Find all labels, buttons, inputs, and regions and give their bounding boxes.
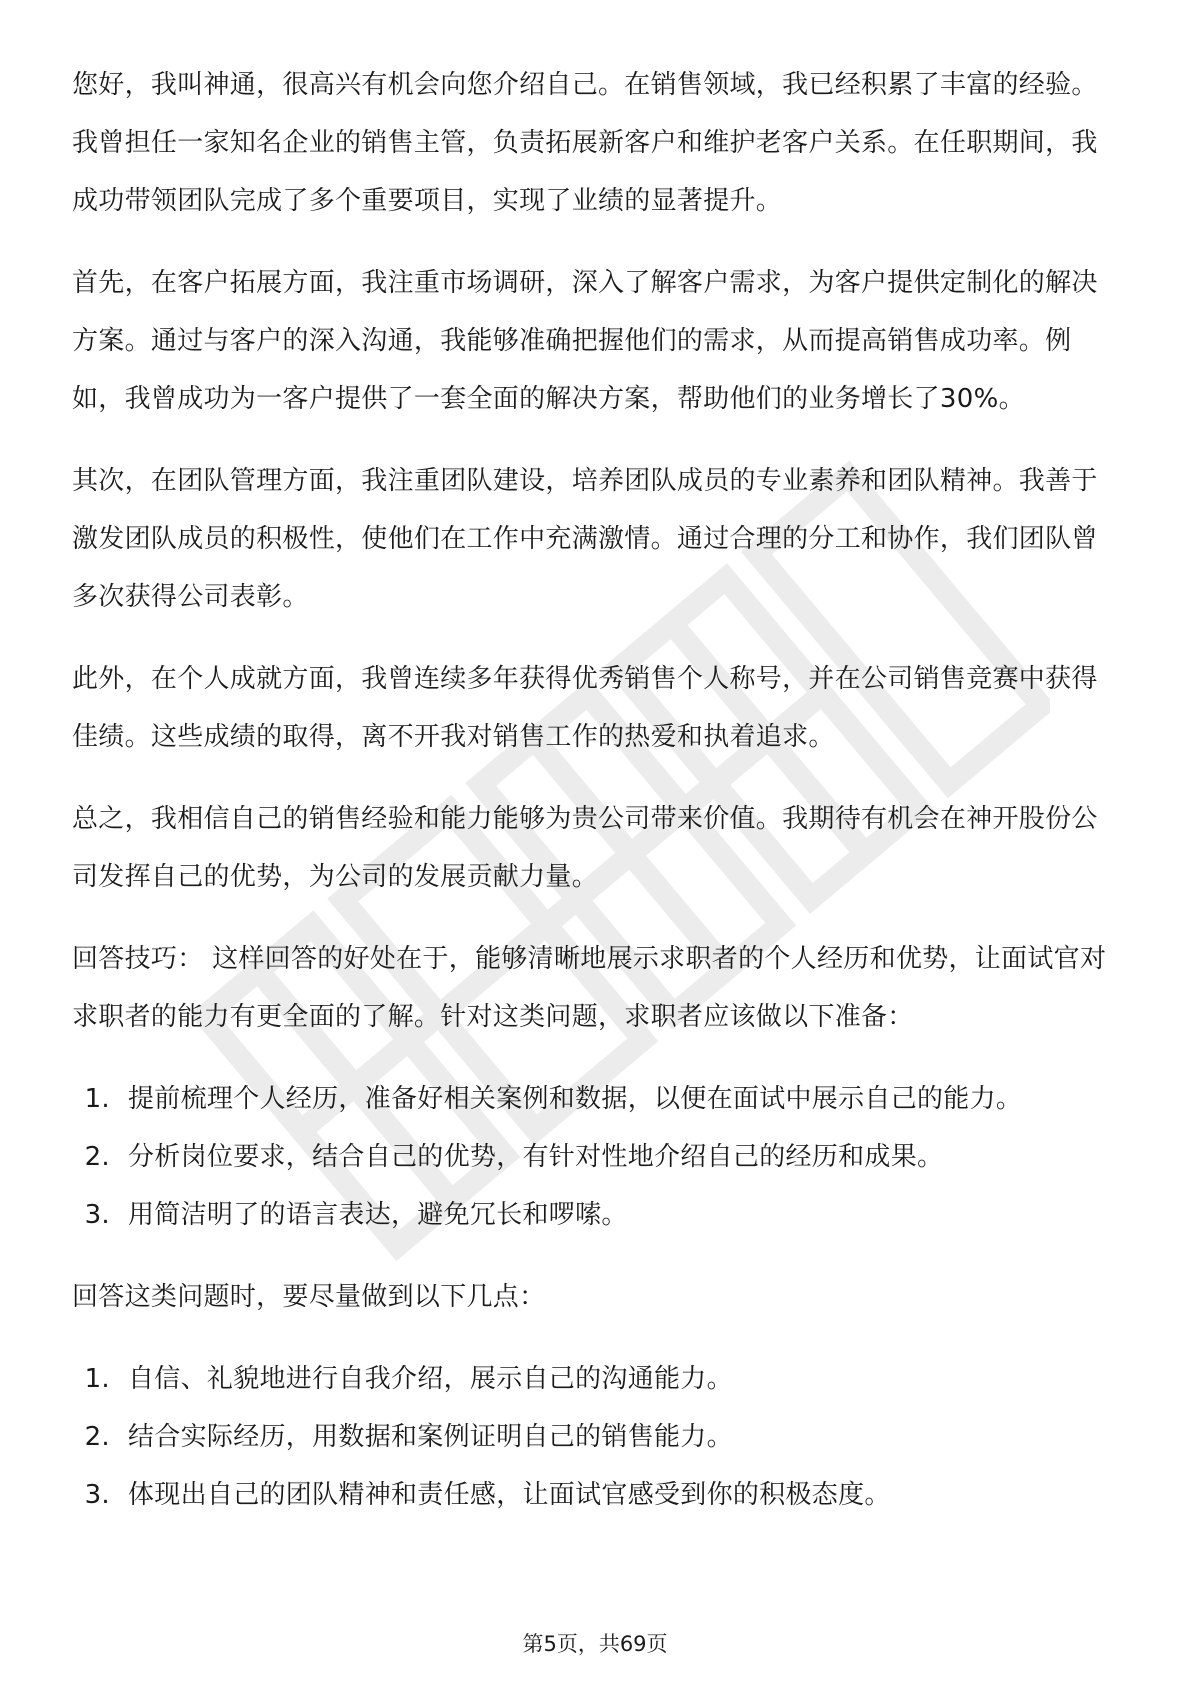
tips-intro: 回答技巧： 这样回答的好处在于，能够清晰地展示求职者的个人经历和优势，让面试官对求职者的能力有更全面的了解。针对这类问题，求职者应该做以下准备：: [72, 944, 1107, 1032]
paragraph-team-management: 其次，在团队管理方面，我注重团队建设，培养团队成员的专业素养和团队精神。我善于激发团队成员的积极性，使他们在工作中充满激情。通过合理的分工和协作，我们团队曾多次获得公司表彰。: [72, 466, 1098, 612]
points-intro: 回答这类问题时，要尽量做到以下几点：: [72, 1282, 546, 1312]
list-item-text: 用简洁明了的语言表达，避免冗长和啰嗦。: [128, 1200, 628, 1230]
list-item-text: 提前梳理个人经历，准备好相关案例和数据，以便在面试中展示自己的能力。: [128, 1084, 1023, 1114]
list-item-number: 3.: [84, 1480, 110, 1510]
paragraph-conclusion: 总之，我相信自己的销售经验和能力能够为贵公司带来价值。我期待有机会在神开股份公司发挥自己的优势，为公司的发展贡献力量。: [72, 804, 1098, 892]
paragraph-intro: 您好，我叫神通，很高兴有机会向您介绍自己。在销售领域，我已经积累了丰富的经验。我曾担任一家知名企业的销售主管，负责拓展新客户和维护老客户关系。在任职期间，我成功带领团队完成了多个重要项目，实现了业绩的显著提升。: [72, 70, 1098, 216]
points-list: [72, 1350, 1117, 1524]
paragraph-achievements: 此外，在个人成就方面，我曾连续多年获得优秀销售个人称号，并在公司销售竞赛中获得佳绩。这些成绩的取得，离不开我对销售工作的热爱和执着追求。: [72, 664, 1098, 752]
list-item-text: 自信、礼貌地进行自我介绍，展示自己的沟通能力。: [128, 1364, 733, 1394]
list-item-number: 3.: [84, 1200, 110, 1230]
list-item-text: 体现出自己的团队精神和责任感，让面试官感受到你的积极态度。: [128, 1480, 891, 1510]
list-item-text: 结合实际经历，用数据和案例证明自己的销售能力。: [128, 1422, 733, 1452]
list-item: [72, 1408, 1117, 1466]
list-item: [72, 1070, 1117, 1128]
paragraph-client-expansion: 首先，在客户拓展方面，我注重市场调研，深入了解客户需求，为客户提供定制化的解决方案。通过与客户的深入沟通，我能够准确把握他们的需求，从而提高销售成功率。例如，我曾成功为一客户提供了一套全面的解决方案，帮助他们的业务增长了30%。: [72, 268, 1098, 414]
list-item-number: 1.: [84, 1084, 110, 1114]
document-body: [72, 56, 1117, 1548]
list-item-number: 2.: [84, 1142, 110, 1172]
list-item: [72, 1128, 1117, 1186]
list-item-number: 1.: [84, 1364, 110, 1394]
list-item: [72, 1350, 1117, 1408]
list-item-number: 2.: [84, 1422, 110, 1452]
list-item-text: 分析岗位要求，结合自己的优势，有针对性地介绍自己的经历和成果。: [128, 1142, 944, 1172]
tips-list: [72, 1070, 1117, 1244]
list-item: [72, 1466, 1117, 1524]
list-item: [72, 1186, 1117, 1244]
page-number-footer: 第5页，共69页: [522, 1632, 668, 1656]
